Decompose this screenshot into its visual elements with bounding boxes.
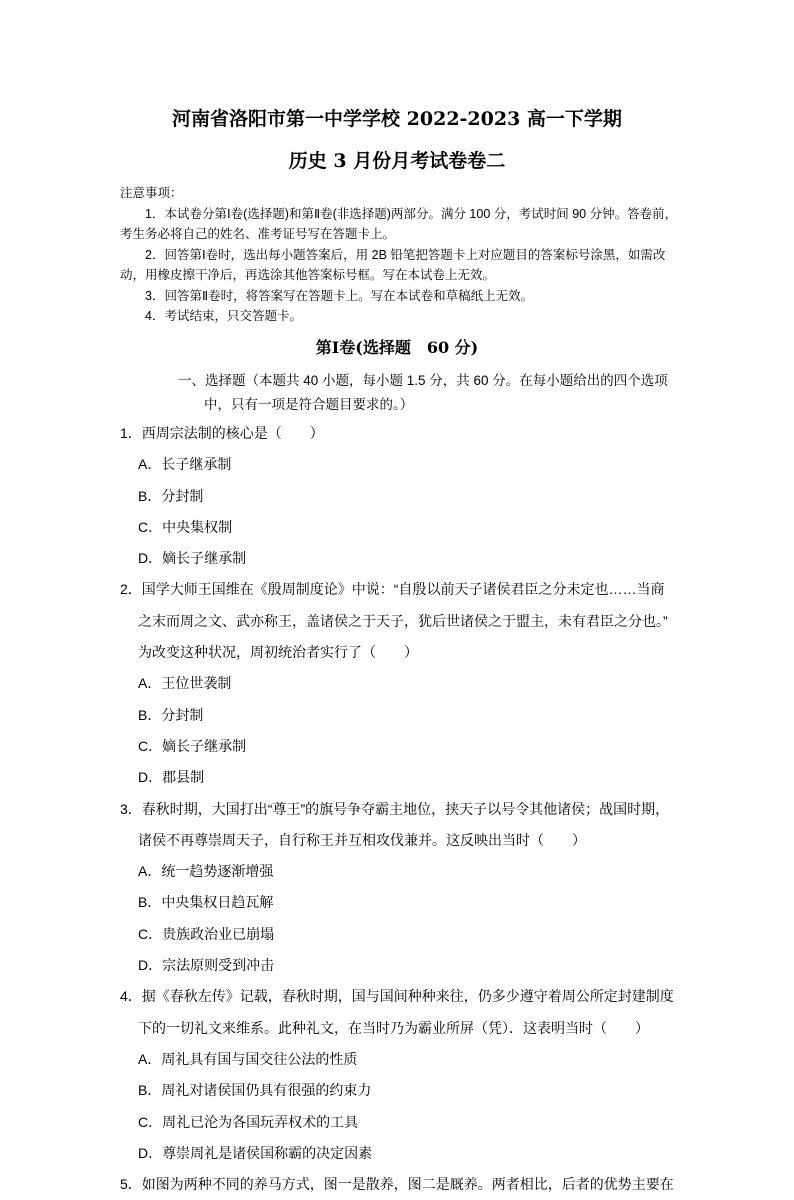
notice-item: 1．本试卷分第Ⅰ卷(选择题)和第Ⅱ卷(非选择题)两部分。满分 100 分，考试时间 90 分钟。答卷前，考生务必将自己的姓名、准考证号写在答题卡上。 [120, 206, 678, 241]
option-b[interactable]: B．中央集权日趋瓦解 [138, 894, 274, 911]
question-3 [120, 794, 680, 982]
question-stem [120, 794, 680, 857]
stem-line: 1．西周宗法制的核心是（ ） [120, 425, 324, 441]
question-stem [120, 981, 680, 1044]
stem-line: 4．据《春秋左传》记载，春秋时期，国与国间种种来往，仍多少遵守着周公所定封建制度 [120, 988, 674, 1005]
notice-item: 2．回答第Ⅰ卷时，选出每小题答案后，用 2B 铅笔把答题卡上对应题目的答案标号涂黑，如需改动，用橡皮擦干净后，再选涂其他答案标号框。写在本试卷上无效。 [120, 247, 666, 282]
option-c[interactable]: C．周礼已沦为各国玩弄权术的工具 [138, 1113, 359, 1130]
option-group [120, 856, 680, 981]
stem-line: 2．国学大师王国维在《殷周制度论》中说：“自殷以前天子诸侯君臣之分未定也……当商 [120, 581, 665, 598]
option-d[interactable]: D．尊崇周礼是诸侯国称霸的决定因素 [138, 1144, 373, 1161]
stem-line: 为改变这种状况，周初统治者实行了（ ） [138, 644, 418, 661]
option-c[interactable]: C．中央集权制 [138, 518, 233, 535]
option-b[interactable]: B．周礼对诸侯国仍具有很强的约束力 [138, 1082, 372, 1099]
question-5 [120, 1169, 680, 1200]
stem-line: 下的一切礼文来维系。此种礼文，在当时乃为霸业所屏（凭）．这表明当时（ ） [138, 1019, 649, 1036]
instruction-line: 中，只有一项是符合题目要求的。） [204, 397, 414, 412]
option-b[interactable]: B．分封制 [138, 706, 204, 723]
option-group [120, 449, 680, 574]
option-group [120, 668, 680, 793]
question-stem [120, 1169, 680, 1200]
question-stem [120, 418, 680, 449]
option-c[interactable]: C．嫡长子继承制 [138, 737, 247, 754]
notice-item: 3．回答第Ⅱ卷时，将答案写在答题卡上。写在本试卷和草稿纸上无效。 [145, 288, 534, 303]
option-c[interactable]: C．贵族政治业已崩塌 [138, 925, 275, 942]
question-list [120, 418, 680, 1200]
stem-line: 5．如图为两种不同的养马方式，图一是散养，图二是厩养。两者相比，后者的优势主要在 [120, 1176, 674, 1193]
question-4 [120, 981, 680, 1169]
option-a[interactable]: A．王位世袭制 [138, 675, 232, 692]
question-1 [120, 418, 680, 574]
option-d[interactable]: D．郡县制 [138, 769, 205, 786]
notice-heading: 注意事项： [120, 186, 183, 200]
stem-line: 之末而周之文、武亦称王，盖诸侯之于天子，犹后世诸侯之于盟主，未有君臣之分也。” [138, 612, 668, 629]
option-a[interactable]: A．统一趋势逐渐增强 [138, 863, 274, 880]
notice-item: 4．考试结束，只交答题卡。 [145, 309, 302, 323]
stem-line: 诸侯不再尊崇周天子，自行称王并互相攻伐兼并。这反映出当时（ ） [138, 831, 586, 848]
notice-block [120, 183, 680, 327]
question-2 [120, 574, 680, 793]
instruction-line: 一、选择题（本题共 40 小题，每小题 1.5 分，共 60 分。在每小题给出的四个选项 [178, 373, 668, 388]
option-a[interactable]: A．长子继承制 [138, 456, 232, 473]
option-d[interactable]: D．嫡长子继承制 [138, 550, 247, 567]
option-a[interactable]: A．周礼具有国与国交往公法的性质 [138, 1050, 358, 1067]
section-instruction [178, 369, 678, 417]
stem-line: 3．春秋时期，大国打出“尊王”的旗号争夺霸主地位，挟天子以号令其他诸侯；战国时期， [120, 800, 670, 817]
question-stem [120, 574, 680, 668]
section-title: 第Ⅰ卷(选择题 60 分) [315, 338, 479, 357]
exam-title-line1: 河南省洛阳市第一中学学校 2022-2023 高一下学期 [172, 108, 622, 130]
option-group [120, 1044, 680, 1169]
option-d[interactable]: D．宗法原则受到冲击 [138, 957, 275, 974]
exam-title-line2: 历史 3 月份月考试卷卷二 [288, 150, 506, 172]
option-b[interactable]: B．分封制 [138, 487, 204, 504]
